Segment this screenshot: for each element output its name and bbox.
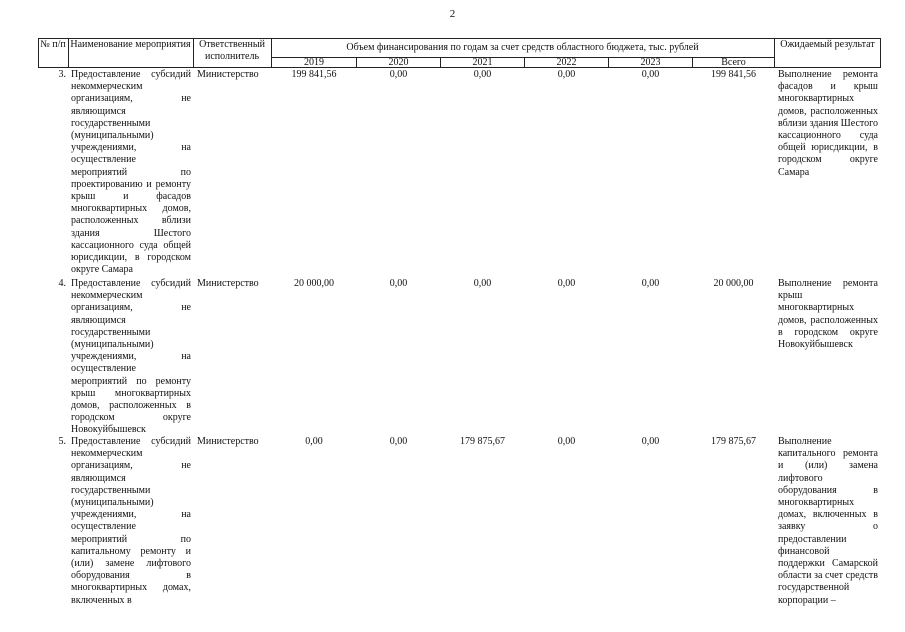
row-4-2022: 0,00: [557, 278, 576, 289]
row-3-2020: 0,00: [389, 69, 408, 80]
row-3-name: Предоставление субсидий некоммерческим организациям, не являющимся государственными (муниципальными) учреждениями, на осуществление мероприятий по проектированию и ремонту крыш и фасадов многоквартирных домов, расположенных вблизи здания Шестого кассационного суда общей юрисдикции, в городском округе Самара: [71, 69, 191, 276]
row-5-executor: Министерство: [197, 436, 259, 447]
row-5-2019: 0,00: [305, 436, 323, 447]
row-5-name: Предоставление субсидий некоммерческим организациям, не являющимся государственными (муниципальными) учреждениями, на осуществление мероприятий по капитальному ремонту и (или) замене лифтового оборудования в многоквартирных домах, включенных в: [71, 436, 191, 606]
row-5-result: Выполнение капитального ремонта и (или) замена лифтового оборудования в многоквартирных домах, включенных в заявку о предоставлении финансовой поддержки Самарской области за счет средств государственной корпорации –: [778, 436, 878, 606]
header-num: № п/п: [40, 39, 66, 50]
row-5-total: 179 875,67: [711, 436, 756, 447]
page-number: 2: [449, 8, 456, 20]
row-4-2019: 20 000,00: [294, 278, 334, 289]
header-year-2022: 2022: [556, 57, 577, 68]
header-funding: Объем финансирования по годам за счет средств областного бюджета, тыс. рублей: [346, 42, 699, 53]
row-3-executor: Министерство: [197, 69, 259, 80]
header-result: Ожидаемый результат: [780, 39, 875, 50]
row-5-num: 5.: [58, 436, 66, 447]
row-5-2021: 179 875,67: [460, 436, 505, 447]
header-year-2019: 2019: [304, 57, 324, 68]
row-3-2023: 0,00: [641, 69, 660, 80]
row-4-executor: Министерство: [197, 278, 259, 289]
header-year-2021: 2021: [472, 57, 493, 68]
row-3-2022: 0,00: [557, 69, 576, 80]
row-3-num: 3.: [58, 69, 66, 80]
header-executor: Ответственный исполнитель: [199, 39, 265, 63]
row-4-2023: 0,00: [641, 278, 660, 289]
row-4-2020: 0,00: [389, 278, 408, 289]
header-name: Наименование мероприятия: [70, 39, 191, 50]
row-3-result: Выполнение ремонта фасадов и крыш многоквартирных домов, расположенных вблизи здания Шестого кассационного суда общей юрисдикции, в городском округе Самара: [778, 69, 878, 178]
row-4-num: 4.: [58, 278, 66, 289]
row-5-2022: 0,00: [557, 436, 576, 447]
row-3-2019: 199 841,56: [291, 69, 337, 80]
row-3-2021: 0,00: [473, 69, 492, 80]
row-4-2021: 0,00: [473, 278, 492, 289]
header-year-2023: 2023: [640, 57, 661, 68]
row-4-result: Выполнение ремонта крыш многоквартирных домов, расположенных в городском округе Новокуйбышевск: [778, 278, 878, 351]
header-year-2020: 2020: [388, 57, 409, 68]
row-4-name: Предоставление субсидий некоммерческим организациям, не являющимся государственными (муниципальными) учреждениями, на осуществление мероприятий по ремонту крыш многоквартирных домов, расположенных в городском округе Новокуйбышевск: [71, 278, 191, 436]
row-3-total: 199 841,56: [711, 69, 756, 80]
row-5-2023: 0,00: [641, 436, 660, 447]
row-5-2020: 0,00: [389, 436, 408, 447]
row-4-total: 20 000,00: [713, 278, 754, 289]
header-total: Всего: [721, 57, 746, 68]
